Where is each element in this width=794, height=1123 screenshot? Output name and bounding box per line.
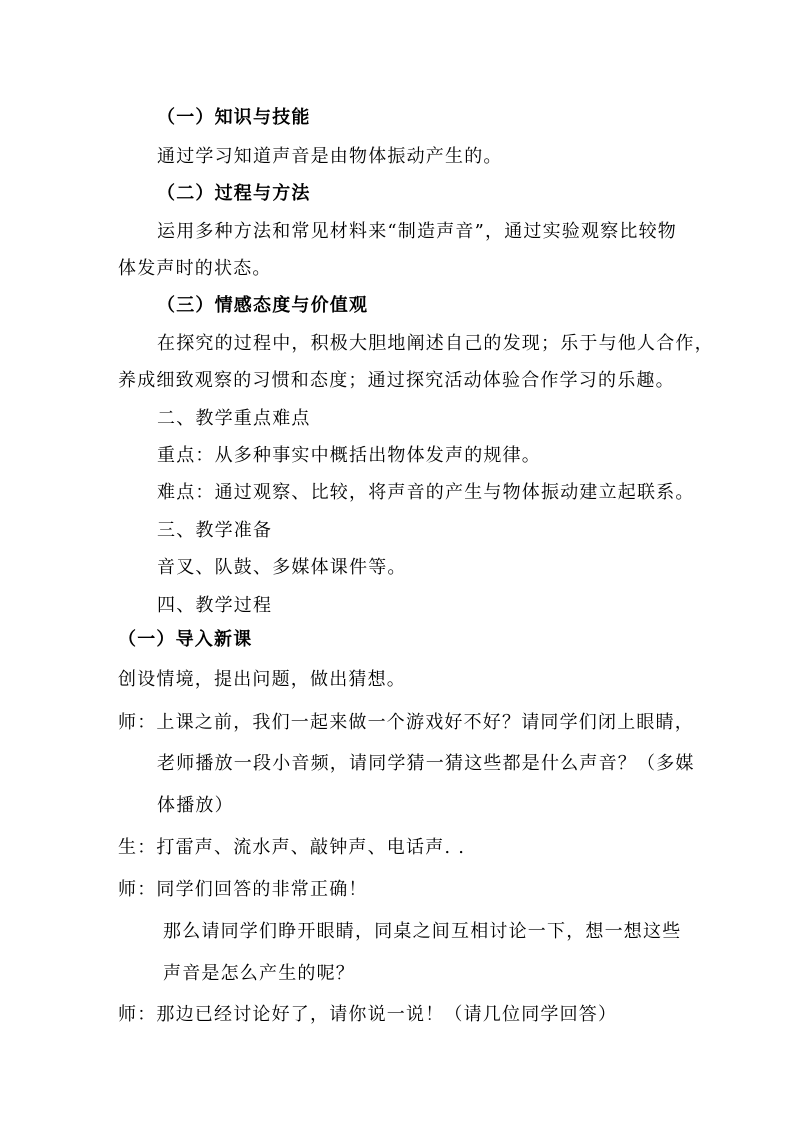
dialogue-line: 体播放） bbox=[157, 795, 234, 816]
dialogue-line: 师：那边已经讨论好了，请你说一说！（请几位同学回答） bbox=[118, 1004, 618, 1025]
section-heading-preparation: 三、教学准备 bbox=[157, 520, 273, 541]
paragraph-line: 通过学习知道声音是由物体振动产生的。 bbox=[157, 146, 503, 167]
paragraph-line: 创设情境，提出问题，做出猜想。 bbox=[118, 669, 406, 690]
paragraph-line: 养成细致观察的习惯和态度；通过探究活动体验合作学习的乐趣。 bbox=[118, 370, 675, 391]
section-heading-emotion-values: （三）情感态度与价值观 bbox=[157, 295, 369, 316]
section-heading-introduction: （一）导入新课 bbox=[118, 629, 253, 650]
section-heading-knowledge-skills: （一）知识与技能 bbox=[157, 107, 311, 128]
section-heading-process-methods: （二）过程与方法 bbox=[157, 183, 311, 204]
section-heading-key-points: 二、教学重点难点 bbox=[157, 408, 311, 429]
dialogue-line: 师：同学们回答的非常正确！ bbox=[118, 879, 368, 900]
dialogue-line: 声音是怎么产生的呢？ bbox=[163, 963, 355, 984]
dialogue-line: 师：上课之前，我们一起来做一个游戏好不好？请同学们闭上眼睛， bbox=[118, 712, 694, 733]
dialogue-line: 生：打雷声、流水声、敲钟声、电话声. . bbox=[118, 837, 466, 858]
dialogue-line: 那么请同学们睁开眼睛，同桌之间互相讨论一下，想一想这些 bbox=[163, 921, 682, 942]
paragraph-line: 重点：从多种事实中概括出物体发声的规律。 bbox=[157, 445, 541, 466]
paragraph-line: 在探究的过程中，积极大胆地阐述自己的发现；乐于与他人合作， bbox=[157, 333, 714, 354]
paragraph-line: 音叉、队鼓、多媒体课件等。 bbox=[157, 557, 407, 578]
paragraph-line: 运用多种方法和常见材料来“制造声音”，通过实验观察比较物 bbox=[157, 221, 678, 242]
paragraph-line: 难点：通过观察、比较，将声音的产生与物体振动建立起联系。 bbox=[157, 482, 695, 503]
section-heading-teaching-process: 四、教学过程 bbox=[157, 595, 273, 616]
paragraph-line: 体发声时的状态。 bbox=[118, 258, 272, 279]
dialogue-line: 老师播放一段小音频，请同学猜一猜这些都是什么声音？（多媒 bbox=[157, 753, 695, 774]
